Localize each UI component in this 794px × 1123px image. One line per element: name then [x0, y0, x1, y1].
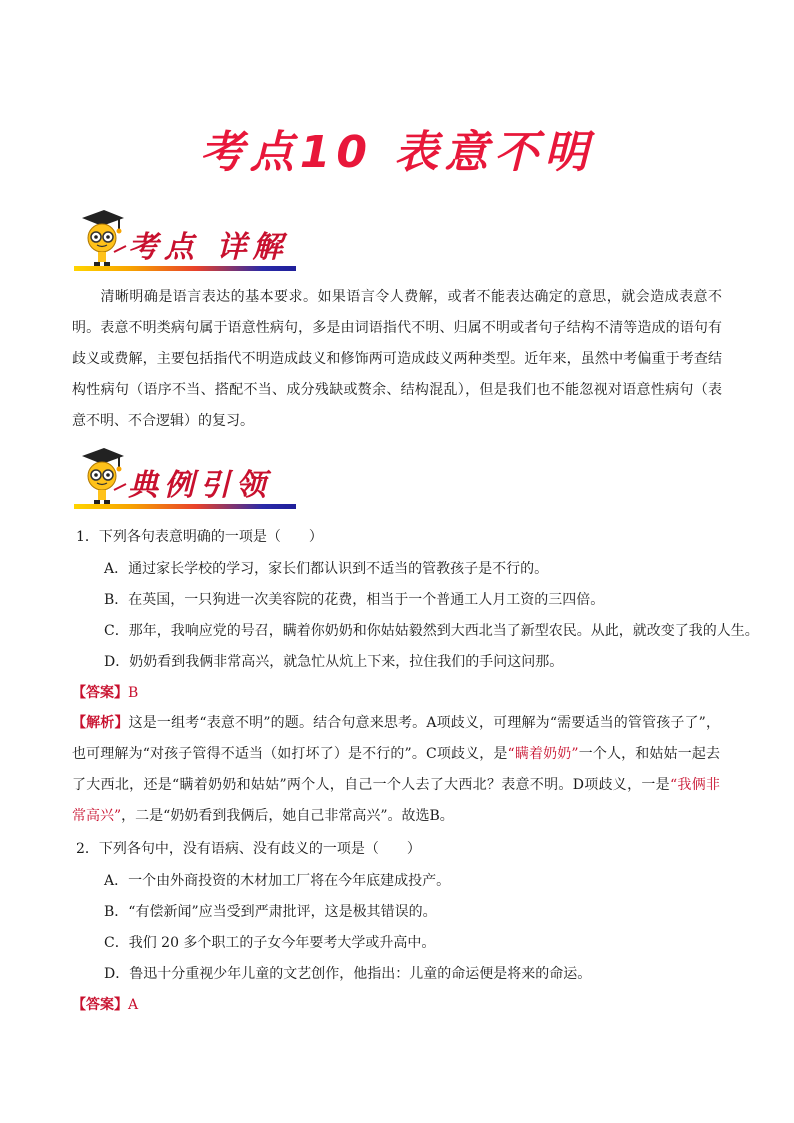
- question-2-option-c: C．我们 20 多个职工的子女今年要考大学或升高中。: [104, 935, 436, 951]
- graduate-mascot-icon: [74, 208, 130, 270]
- analysis-label: 【解析】: [72, 715, 129, 731]
- question-1-option-b: B．在英国，一只狗进一次美容院的花费，相当于一个普通工人月工资的三四倍。: [104, 592, 605, 608]
- section-title-detail: 考点 详解: [128, 230, 289, 265]
- question-2-answer: [72, 995, 138, 1015]
- question-1-option-c: C．那年，我响应党的号召，瞒着你奶奶和你姑姑毅然到大西北当了新型农民。从此，就改变了我的人生。: [104, 623, 759, 639]
- intro-paragraph: [72, 282, 722, 437]
- question-2-option-d: D．鲁迅十分重视少年儿童的文艺创作，他指出：儿童的命运便是将来的命运。: [104, 966, 592, 982]
- answer-value: B: [128, 685, 139, 701]
- question-1-stem: 1．下列各句表意明确的一项是（ ）: [76, 529, 323, 545]
- question-2-option-b: B．“有偿新闻”应当受到严肃批评，这是极其错误的。: [104, 904, 437, 920]
- question-1-option-a: A．通过家长学校的学习，家长们都认识到不适当的管教孩子是不行的。: [104, 561, 549, 577]
- question-1-answer: [72, 683, 138, 703]
- graduate-mascot-icon: [74, 446, 130, 508]
- section-header-examples: [74, 446, 304, 516]
- intro-text: 清晰明确是语言表达的基本要求。如果语言令人费解，或者不能表达确定的意思，就会造成表意不明。表意不明类病句属于语意性病句，多是由词语指代不明、归属不明或者句子结构不清等造成的语句有歧义或费解，主要包括指代不明造成歧义和修饰两可造成歧义两种类型。近年来，虽然中考偏重于考查结构性病句（语序不当、搭配不当、成分残缺或赘余、结构混乱），但是我们也不能忽视对语意性病句（表意不明、不合逻辑）的复习。: [72, 289, 722, 429]
- analysis-highlight-2: “我俩非常高兴”: [72, 777, 720, 824]
- question-1-option-d: D．奶奶看到我俩非常高兴，就急忙从炕上下来，拉住我们的手问这问那。: [104, 654, 564, 670]
- question-2-option-a: A．一个由外商投资的木材加工厂将在今年底建成投产。: [104, 873, 451, 889]
- section-underline: [74, 504, 296, 509]
- answer-value: A: [128, 997, 139, 1013]
- answer-label: 【答案】: [72, 997, 128, 1013]
- analysis-highlight-1: “瞒着奶奶”: [507, 746, 579, 762]
- question-1-analysis: [72, 708, 720, 832]
- analysis-text-2: 一个人，和姑姑一起去了大西北，还是“瞒着奶奶和姑姑”两个人，自己一个人去了大西北？表意不明。D项歧义，一是: [72, 746, 720, 793]
- section-underline: [74, 266, 296, 271]
- page-title: 考点10 表意不明: [199, 127, 595, 178]
- analysis-text-1: 这是一组考“表意不明”的题。结合句意来思考。A项歧义，可理解为“需要适当的管管孩子了”，也可理解为“对孩子管得不适当（如打坏了）是不行的”。C项歧义，是: [72, 715, 720, 762]
- question-2-stem: 2．下列各句中，没有语病、没有歧义的一项是（ ）: [76, 841, 421, 857]
- answer-label: 【答案】: [72, 685, 128, 701]
- section-header-detail: [74, 208, 304, 278]
- analysis-text-3: ，二是“奶奶看到我俩后，她自己非常高兴”。故选B。: [121, 808, 454, 824]
- section-title-examples: 典例引领: [128, 468, 272, 503]
